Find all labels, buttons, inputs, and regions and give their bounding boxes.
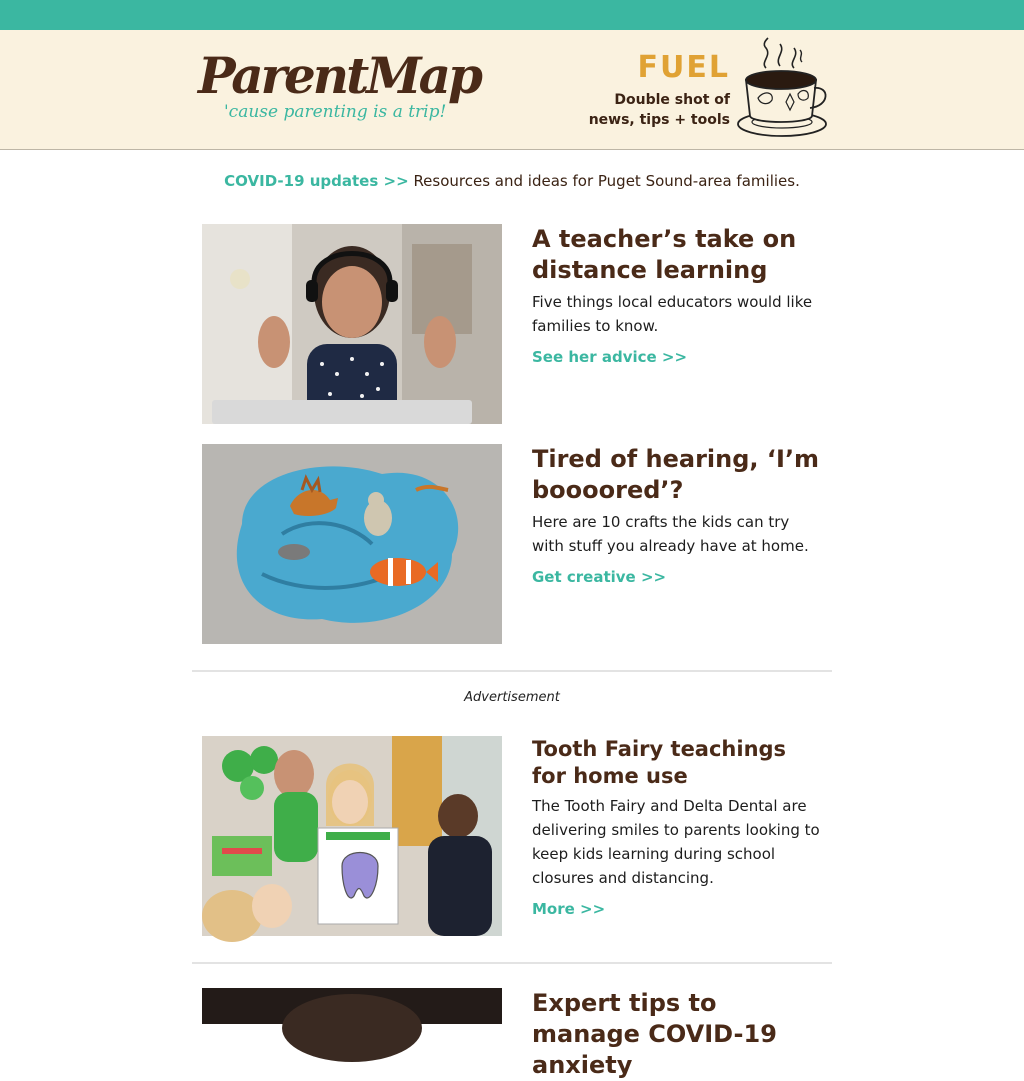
story-title[interactable]: Expert tips to manage COVID-19 anxiety (532, 989, 777, 1079)
see-her-advice-link[interactable]: See her advice >> (532, 348, 688, 366)
coffee-cup-icon (736, 36, 828, 146)
more-link[interactable]: More >> (532, 900, 606, 918)
section-divider (192, 670, 832, 672)
fuel-title: FUEL (637, 50, 730, 85)
section-divider (192, 962, 832, 964)
story-text (532, 988, 824, 1081)
story-title[interactable]: Tired of hearing, ‘I’m boooored’? (532, 445, 820, 504)
top-accent-bar (0, 0, 1024, 30)
newsletter-header (0, 30, 1024, 150)
teacher-photo[interactable] (202, 224, 502, 424)
parentmap-logo[interactable] (198, 46, 480, 122)
covid-banner-text: Resources and ideas for Puget Sound-area families. (413, 172, 800, 190)
tooth-fairy-classroom-photo[interactable] (202, 736, 502, 936)
story-photo[interactable] (202, 988, 502, 1024)
fuel-subtitle-line2: news, tips + tools (588, 112, 730, 128)
story-text (532, 224, 824, 366)
logo-tagline: 'cause parenting is a trip! (224, 102, 447, 122)
story-card (202, 444, 824, 644)
covid-banner (0, 170, 1024, 192)
story-card (202, 224, 824, 424)
story-card (202, 988, 824, 1079)
story-title[interactable]: Tooth Fairy teachings for home use (532, 737, 787, 788)
story-text (532, 444, 824, 586)
fuel-branding (580, 48, 730, 130)
story-summary: The Tooth Fairy and Delta Dental are delivering smiles to parents looking to keep kids learning during school closures and distancing. (532, 797, 820, 887)
advertisement-label: Advertisement (464, 690, 560, 705)
get-creative-link[interactable]: Get creative >> (532, 568, 667, 586)
logo-wordmark: ParentMap (198, 46, 480, 105)
covid-updates-link[interactable]: COVID-19 updates >> (224, 172, 409, 190)
story-title[interactable]: A teacher’s take on distance learning (532, 225, 797, 284)
story-text (532, 736, 824, 918)
sponsored-story-card (202, 736, 824, 936)
fuel-subtitle-line1: Double shot of (614, 92, 730, 108)
story-summary: Five things local educators would like families to know. (532, 293, 813, 335)
story-summary: Here are 10 crafts the kids can try with stuff you already have at home. (532, 513, 809, 555)
playdough-craft-photo[interactable] (202, 444, 502, 644)
